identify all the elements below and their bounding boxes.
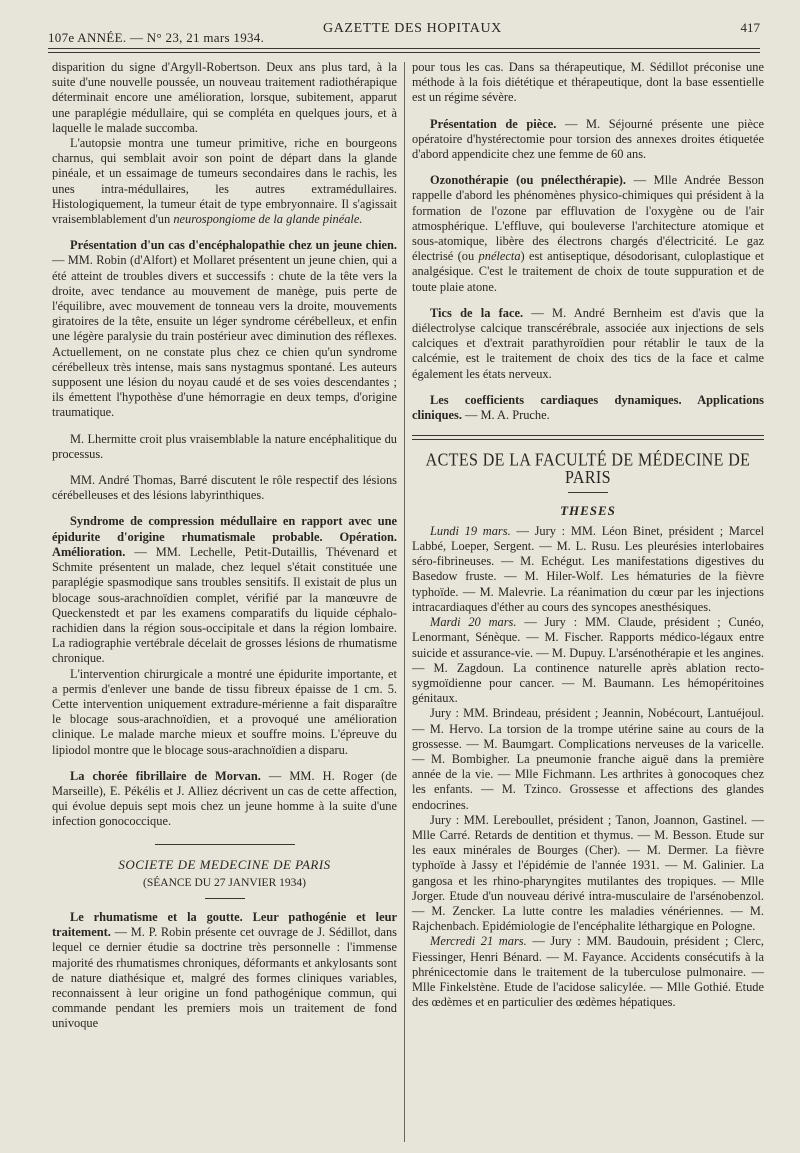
header-rule bbox=[48, 48, 760, 53]
section-coefficients bbox=[412, 393, 764, 423]
journal-title: GAZETTE DES HOPITAUX bbox=[323, 21, 502, 36]
paragraph: M. Lhermitte croit plus vraisemblable la nature encéphalitique du processus. bbox=[52, 431, 397, 461]
thesis-text: — Jury : MM. Claude, président ; Cunéo, Lenormant, Sénèque. — M. Fischer. Rapports médico-légaux entre suicide et assurance-vie. — M. Dupuy. L'arsénothérapie et les angines. — M. Zagdoun. La continence naturelle après ablation recto-sygmoïdienne pour cancer. — M. Baumann. Les hémopéritoines génitaux. bbox=[412, 615, 764, 706]
section-text: — M. Séjourné présente une pièce opératoire d'hystérectomie pour torsion des annexes droites étiquetée d'abord appendicite chez une femme de 60 ans. bbox=[412, 116, 764, 162]
section-text: — Mlle Andrée Besson rappelle d'abord les phénomènes physico-chimiques qui président à la formation de l'ozone par effluvation de l'oxygène ou de l'air atmosphérique. L'effluve, qui bouleverse l'architecture atomique et sous-atomique, libère des électrons chargés d'électricité. Le gaz électrisé (ou bbox=[412, 173, 764, 264]
section-text: — MM. H. Roger (de Marseille), E. Pékélis et J. Alliez décrivent un cas de cette affection, qui évolue depuis sept mois chez un jeune homme à la suite d'une infection gonococcique. bbox=[52, 768, 397, 829]
section-text: — MM. Lechelle, Petit-Dutaillis, Thévenard et Schmite présentent un malade, chez lequel s'était constituée une paraplégie spasmodique sans troubles sensitifs. Il existait de plus un blocage sous-arachnoïdien complet, vérifié par la manœuvre de Queckenstedt et par les examens comparatifs du liquide céphalo-rachidien dans la région sous-occipitale et dans la région lombaire. La radiographie vertébrale décelait de grosses lésions de rhumatisme chronique. bbox=[52, 544, 397, 666]
page-header bbox=[48, 20, 760, 50]
paragraph: Jury : MM. Lereboullet, président ; Tanon, Joannon, Gastinel. — Mlle Carré. Retards de dentition et thymus. — M. Besson. Etude sur les eaux minérales de Bourges (Cher). — M. Dermer. La fièvre typhoïde à Jassy et l'épidémie de l'année 1931. — M. Galinier. La gangosa et les rhino-pharyngites mutilantes des tropiques. — Mlle Jorger. Etude d'un nouveau dérivé intra-musculaire de l'arsénobenzol. — M. Zencker. La lutte contre les maladies vénériennes. — M. Rajchenbach. Epidémiologie de l'encéphalite léthargique en Pologne. bbox=[412, 812, 764, 934]
paragraph bbox=[52, 136, 397, 227]
thesis-day-tuesday bbox=[412, 615, 764, 706]
section-heading: Présentation de pièce. bbox=[430, 116, 557, 131]
actes-title: ACTES DE LA FACULTÉ DE MÉDECINE DE PARIS bbox=[425, 450, 751, 488]
column-divider bbox=[404, 62, 405, 1142]
short-divider bbox=[205, 898, 245, 899]
section-text: ) est antiseptique, désodorisant, culoplastique et analgésique. C'est le traitement de choix de toute suppuration et de toute plaie atone. bbox=[412, 249, 764, 294]
section-compression-medullaire bbox=[52, 514, 397, 666]
section-heading: Ozonothérapie (ou pnélecthérapie). bbox=[430, 173, 626, 188]
society-session: (SÉANCE DU 27 JANVIER 1934) bbox=[143, 876, 306, 889]
paragraph: Jury : MM. Brindeau, président ; Jeannin, Nobécourt, Lantuéjoul. — M. Hervo. La torsion de la trompe utérine saine au cours de la grossesse. — M. Baumgart. Complications nerveuses de la varicelle. — M. Bombigher. La pneumonie franche aiguë dans la première année de la vie. — Mlle Fichmann. Les arthrites à gonocoques chez les enfants. — M. Tzinco. Grossesse et affections des glandes endocrines. bbox=[412, 706, 764, 812]
theses-title: THESES bbox=[560, 502, 616, 518]
section-heading: Syndrome de compression médullaire en rapport avec une épidurite d'origine rhumatismale probable. Opération. Amélioration. bbox=[52, 514, 397, 559]
section-heading: La chorée fibrillaire de Morvan. bbox=[70, 768, 261, 783]
thesis-day-monday bbox=[412, 524, 764, 615]
section-ozonotherapie bbox=[412, 173, 764, 295]
page-number: 417 bbox=[740, 20, 760, 35]
right-column bbox=[412, 60, 764, 1010]
thesis-date: Lundi 19 mars. bbox=[430, 523, 511, 538]
actes-rule bbox=[412, 435, 764, 440]
section-text: — MM. Robin (d'Alfort) et Mollaret présentent un jeune chien, qui a été atteint de troubles divers et successifs : chute de la tête vers la droite, avec tendance au mouvement de manège, puis perte de l'équilibre, avec mouvement de tonneau vers la droite, mouvements giratoires de la tête, ensuite un léger syndrome cérébelleux, et enfin une légère paralysie du train postérieur avec diminution des réflexes. Actuellement, on ne constate plus chez ce chien qu'un syndrome cérébelleux très intense, mais sans nystagmus spontané. Les auteurs supposent une lésion du noyau caudé et de ses voies descendantes ; ils émettent l'hypothèse d'une hémorragie en deux temps, d'origine traumatique. bbox=[52, 253, 397, 420]
short-divider bbox=[568, 492, 608, 493]
section-heading: Les coefficients cardiaques dynamiques. Applications cliniques. bbox=[412, 392, 764, 423]
thesis-text: — Jury : MM. Baudouin, président ; Clerc, Fiessinger, Henri Bénard. — M. Fayance. Accidents consécutifs à la phrénicectomie dans le traitement de la tuberculose pulmonaire. — Mlle Finkelstène. Etude de l'acidose salicylée. — Mlle Gothié. Etude des œdèmes et en particulier des œdèmes hépatiques. bbox=[412, 934, 764, 1010]
italic-term: pnélecta bbox=[478, 249, 521, 264]
paragraph: disparition du signe d'Argyll-Robertson. Deux ans plus tard, à la suite d'une nouvelle poussée, un nouveau traitement radiothérapique déterminait encore une amélioration, lorsque, subitement, apparut une paraplégie médullaire, qui se compléta en quelques jours, et à laquelle le malade succomba. bbox=[52, 60, 397, 135]
issue-info: 107e ANNÉE. — N° 23, 21 mars 1934. bbox=[48, 30, 265, 45]
thesis-date: Mardi 20 mars. bbox=[430, 615, 517, 630]
paragraph: MM. André Thomas, Barré discutent le rôle respectif des lésions cérébelleuses et des lésions labyrinthiques. bbox=[52, 473, 397, 503]
section-heading: Le rhumatisme et la goutte. Leur pathogénie et leur traitement. bbox=[52, 909, 397, 940]
section-encephalopathie bbox=[52, 238, 397, 420]
section-presentation-piece bbox=[412, 117, 764, 163]
section-rhumatisme bbox=[52, 910, 397, 1032]
section-choree bbox=[52, 769, 397, 830]
section-heading: Présentation d'un cas d'encéphalopathie chez un jeune chien. bbox=[70, 238, 397, 253]
thesis-text: — Jury : MM. Léon Binet, président ; Marcel Labbé, Loeper, Sergent. — M. L. Rusu. Les pleurésies interlobaires séro-fibrineuses. — M. Echégut. Les manifestations digestives du Basedow fruste. — M. Hiler-Wolf. Les hématuries de la fièvre typhoïde. — M. Malevrie. La réanimation du cœur par les injections intracardiaques d'éther au cours des syncopes anesthésiques. bbox=[412, 523, 765, 614]
section-text: — M. A. Pruche. bbox=[465, 408, 550, 423]
society-title: SOCIETE DE MEDECINE DE PARIS bbox=[118, 856, 331, 872]
left-column bbox=[52, 60, 397, 1032]
paragraph: L'intervention chirurgicale a montré une épidurite importante, et a permis d'enlever une bande de tissu fibreux épaisse de 1 cm. 5. Cette intervention uniquement extradure-mérienne a fait disparaître le blocage sous-arachnoïdien, et a provoqué une amélioration clinique. Le malade marche mieux et souffre moins. L'épreuve du lipiodol montre que le blocage sous-arachnoïdien a disparu. bbox=[52, 666, 397, 757]
section-tics bbox=[412, 306, 764, 382]
section-divider bbox=[155, 844, 295, 845]
thesis-date: Mercredi 21 mars. bbox=[430, 934, 527, 949]
italic-term: neurospongiome de la glande pinéale. bbox=[173, 212, 363, 227]
paragraph: pour tous les cas. Dans sa thérapeutique, M. Sédillot préconise une méthode à la fois diététique et thérapeutique, dont la base essentielle est un régime sévère. bbox=[412, 60, 764, 105]
section-text: — M. André Bernheim est d'avis que la diélectrolyse calcique transcérébrale, associée aux injections de sels calciques et d'extrait parathyroïdien pour rétablir le taux de la calcémie, est le traitement de choix des tics de la face et calme également les états nerveux. bbox=[412, 305, 764, 381]
section-text: — M. P. Robin présente cet ouvrage de J. Sédillot, dans lequel ce dernier étudie sa doctrine très personnelle : l'immense majorité des rhumatismes chroniques, déformants et ankylosants sont de nature diathésique et, malgré des formes cliniques variables, reconnaissent à leur origine un fond pathogénique commun, qui commande pendant les premiers mois un traitement de fond univoque bbox=[52, 925, 397, 1031]
section-heading: Tics de la face. bbox=[430, 305, 524, 320]
thesis-day-wednesday bbox=[412, 934, 764, 1010]
paragraph-text: L'autopsie montra une tumeur primitive, riche en bourgeons charnus, qui semblait avoir son point de départ dans la glande pinéale, et un essaimage de tumeurs secondaires dans le rachis, les unes intra-médullaires, les autres extramédullaires. Histologiquement, la tumeur était de type embryonnaire. Il s'agissait vraisemblablement d'un bbox=[52, 136, 397, 227]
